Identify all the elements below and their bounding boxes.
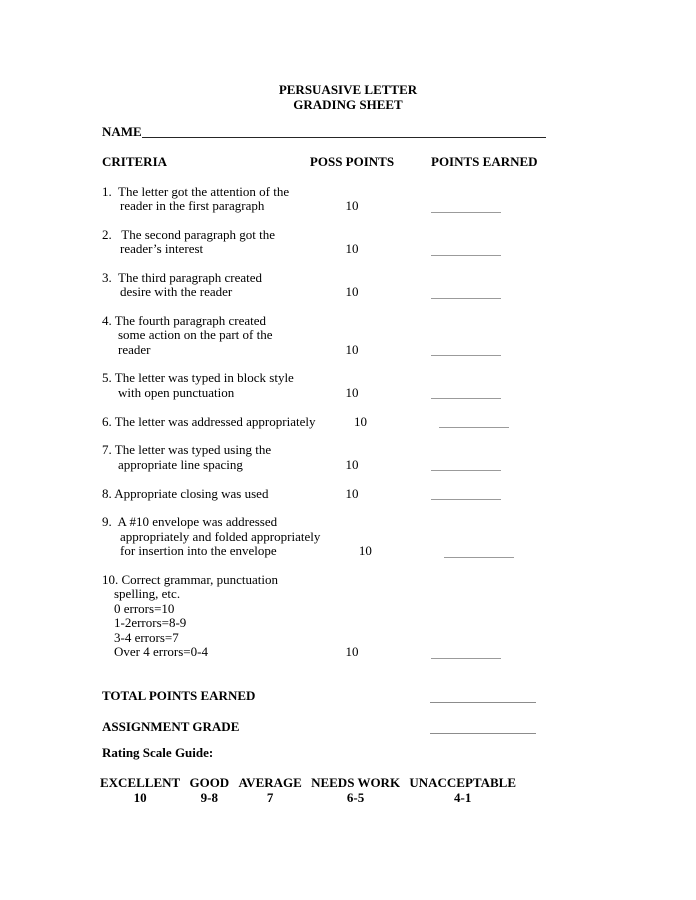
points-earned-cell	[431, 199, 541, 214]
criteria-row	[102, 443, 572, 472]
criteria-text-line: appropriate line spacing	[118, 456, 243, 472]
poss-points-value: 10	[345, 198, 359, 213]
criteria-header: CRITERIA	[102, 154, 168, 169]
points-earned-fill-line	[431, 242, 501, 256]
criteria-row	[102, 573, 572, 660]
rating-scale-cell	[311, 776, 400, 805]
total-points-label: TOTAL POINTS EARNED	[102, 688, 256, 703]
points-earned-cell	[431, 457, 541, 472]
points-earned-fill-line	[431, 199, 501, 213]
criteria-text-line: for insertion into the envelope	[120, 543, 277, 558]
criteria-row	[102, 185, 572, 214]
criteria-text-line: Over 4 errors=0-4	[114, 644, 208, 659]
points-earned-cell	[439, 414, 549, 429]
rating-scale-value: 10	[133, 789, 147, 805]
points-earned-cell	[431, 242, 541, 257]
rating-scale-label: UNACCEPTABLE	[409, 775, 516, 790]
poss-points-value: 10	[345, 284, 359, 299]
criteria-text	[102, 573, 307, 660]
criteria-row	[102, 314, 572, 358]
points-earned-cell	[431, 486, 541, 501]
points-earned-fill-line	[431, 285, 501, 299]
rating-scale-label: GOOD	[189, 775, 230, 790]
points-earned-fill-line	[439, 414, 509, 428]
criteria-text-line: desire with the reader	[120, 284, 233, 299]
poss-points-value: 10	[345, 384, 359, 400]
rating-scale	[100, 776, 516, 805]
rating-scale-cell	[409, 776, 516, 805]
poss-points-value: 10	[345, 485, 359, 501]
criteria-text	[102, 443, 307, 472]
criteria-text-line: 7. The letter was typed using the	[102, 442, 272, 457]
criteria-row	[102, 371, 572, 400]
poss-points-value: 10	[345, 241, 359, 256]
assignment-grade-fill-line	[430, 720, 536, 734]
criteria-text-line: 3. The third paragraph created	[102, 269, 263, 285]
total-points-fill-line	[430, 689, 536, 703]
name-fill-line	[142, 124, 546, 138]
points-earned-cell	[444, 544, 554, 559]
points-earned-cell	[431, 342, 541, 357]
criteria-text-line: 0 errors=10	[114, 600, 175, 616]
document-title-line1: PERSUASIVE LETTER	[278, 82, 418, 97]
points-earned-fill-line	[431, 457, 501, 471]
criteria-text-line: reader in the first paragraph	[120, 198, 265, 213]
criteria-text-line: 6. The letter was addressed appropriately	[102, 413, 316, 429]
criteria-text-line: reader	[118, 341, 151, 357]
criteria-text-line: 10. Correct grammar, punctuation	[102, 571, 279, 587]
poss-points-value: 10	[345, 644, 359, 659]
rating-scale-cell	[238, 776, 301, 805]
criteria-row	[102, 228, 572, 257]
rating-scale-value: 4-1	[453, 789, 472, 805]
sheet-content	[102, 124, 572, 805]
points-earned-fill-line	[431, 645, 501, 659]
criteria-text	[102, 415, 315, 430]
points-earned-cell	[431, 385, 541, 400]
criteria-row	[102, 414, 572, 429]
points-earned-header: POINTS EARNED	[431, 154, 538, 169]
assignment-grade-label: ASSIGNMENT GRADE	[102, 719, 240, 734]
rating-scale-value: 9-8	[200, 789, 218, 805]
criteria-text-line: 1-2errors=8-9	[114, 615, 187, 630]
criteria-text-line: reader’s interest	[120, 241, 204, 256]
points-earned-cell	[431, 285, 541, 300]
criteria-list	[102, 185, 572, 660]
document-title-line2: GRADING SHEET	[293, 96, 403, 112]
poss-points-value: 10	[345, 341, 359, 357]
criteria-text-line: spelling, etc.	[114, 586, 181, 601]
criteria-text	[102, 228, 307, 257]
criteria-text	[102, 371, 307, 400]
criteria-text-line: with open punctuation	[118, 384, 235, 400]
criteria-row	[102, 486, 572, 501]
criteria-text-line: 8. Appropriate closing was used	[102, 485, 269, 501]
criteria-text	[102, 314, 307, 358]
rating-scale-cell	[189, 776, 229, 805]
rating-scale-value: 6-5	[346, 789, 365, 805]
criteria-row	[102, 271, 572, 300]
rating-scale-label: EXCELLENT	[100, 775, 181, 790]
rating-scale-label: NEEDS WORK	[311, 775, 401, 790]
poss-points-value: 10	[353, 413, 367, 429]
criteria-text-line: appropriately and folded appropriately	[120, 528, 321, 544]
poss-points-value: 10	[358, 543, 372, 558]
criteria-text-line: 4. The fourth paragraph created	[102, 312, 266, 328]
assignment-grade-row	[102, 720, 572, 735]
rating-scale-cell	[100, 776, 180, 805]
criteria-text	[102, 515, 320, 559]
rating-scale-value: 7	[266, 789, 274, 805]
criteria-text-line: some action on the part of the	[118, 327, 273, 342]
points-earned-fill-line	[444, 544, 514, 558]
criteria-text-line: 9. A #10 envelope was addressed	[102, 514, 278, 529]
points-earned-fill-line	[431, 385, 501, 399]
column-headers	[102, 155, 572, 170]
poss-points-value: 10	[345, 456, 359, 472]
rating-scale-guide-label: Rating Scale Guide:	[102, 744, 214, 760]
criteria-text	[102, 271, 307, 300]
poss-points-header: POSS POINTS	[309, 154, 395, 169]
criteria-text-line: 5. The letter was typed in block style	[102, 370, 294, 385]
criteria-text-line: 2. The second paragraph got the	[102, 226, 276, 242]
criteria-text	[102, 185, 307, 214]
criteria-text	[102, 487, 307, 502]
name-row	[102, 124, 572, 139]
criteria-text-line: 1. The letter got the attention of the	[102, 183, 290, 199]
criteria-row	[102, 515, 572, 559]
criteria-text-line: 3-4 errors=7	[114, 629, 179, 645]
total-points-row	[102, 689, 572, 704]
rating-scale-label: AVERAGE	[238, 775, 302, 790]
name-label: NAME	[102, 123, 142, 139]
points-earned-cell	[431, 645, 541, 660]
document-title	[0, 83, 696, 112]
points-earned-fill-line	[431, 342, 501, 356]
points-earned-fill-line	[431, 486, 501, 500]
